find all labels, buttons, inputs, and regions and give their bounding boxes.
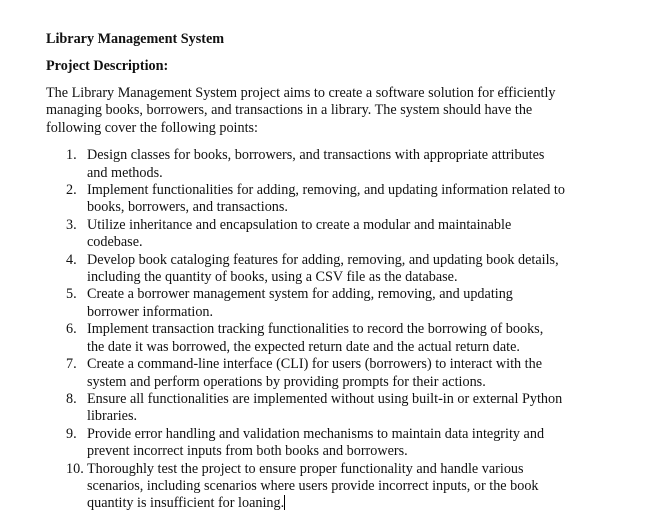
list-item-line [87,165,646,182]
list-number: 8. [66,390,77,407]
list-number: 3. [66,216,77,233]
list-item-text: Create a borrower management system for adding, removing, and updating [87,286,513,303]
list-item-text: Develop book cataloging features for adding, removing, and updating book details, [87,251,559,268]
text-cursor [284,495,285,510]
list-item-line [87,339,646,356]
list-item-text: prevent incorrect inputs from both books and borrowers. [87,443,408,460]
list-number: 10. [66,460,84,477]
list-item-line [87,147,646,164]
list-item-text: codebase. [87,234,143,251]
list-item-line [87,182,646,199]
document-body[interactable] [46,31,646,513]
list-item-line [87,356,646,373]
list-item [46,286,646,321]
list-item-line [87,286,646,303]
list-item-text: system and perform operations by providing prompts for their actions. [87,373,486,390]
list-item-line [87,304,646,321]
list-item-line [87,321,646,338]
list-item-line [87,269,646,286]
list-item [46,252,646,287]
list-item [46,391,646,426]
list-number: 6. [66,321,77,338]
list-number: 9. [66,425,77,442]
list-item-line [87,495,646,512]
list-item-line [87,252,646,269]
list-number: 5. [66,286,77,303]
list-number: 1. [66,147,77,164]
list-item-text: borrower information. [87,303,214,320]
list-item-line [87,234,646,251]
list-item-text: including the quantity of books, using a CSV file as the database. [87,269,458,286]
list-item-text: scenarios, including scenarios where users provide incorrect inputs, or the book [87,477,539,494]
section-heading: Project Description: [46,58,169,74]
list-item-text: Implement transaction tracking functionalities to record the borrowing of books, [87,321,544,338]
paragraph-line: following cover the following points: [46,119,258,136]
list-item-line [87,478,646,495]
list-item-line [87,199,646,216]
list-item-line [87,391,646,408]
list-item-text: Design classes for books, borrowers, and transactions with appropriate attributes [87,147,545,164]
list-item [46,147,646,182]
list-number: 2. [66,182,77,199]
list-item-text: Thoroughly test the project to ensure proper functionality and handle various [87,460,524,477]
list-item [46,217,646,252]
list-item-line [87,443,646,460]
list-item [46,356,646,391]
list-item [46,182,646,217]
list-item-line [87,374,646,391]
list-item-text: quantity is insufficient for loaning. [87,495,285,512]
list-item-text: libraries. [87,408,138,425]
list-item-text: Create a command-line interface (CLI) for users (borrowers) to interact with the [87,356,542,373]
document-title: Library Management System [46,31,225,47]
list-item [46,321,646,356]
list-item-text: books, borrowers, and transactions. [87,199,288,216]
list-item-text: Implement functionalities for adding, removing, and updating information related to [87,182,565,199]
description-paragraph [46,85,646,137]
list-item-line [87,461,646,478]
list-item-line [87,217,646,234]
list-number: 7. [66,356,77,373]
list-number: 4. [66,251,77,268]
list-item [46,461,646,513]
list-item-text: Ensure all functionalities are implemented without using built-in or external Python [87,390,563,407]
list-item-text: Provide error handling and validation mechanisms to maintain data integrity and [87,425,545,442]
list-item-line [87,426,646,443]
paragraph-line: managing books, borrowers, and transactions in a library. The system should have the [46,102,533,119]
list-item-text: the date it was borrowed, the expected return date and the actual return date. [87,338,520,355]
list-item-line [87,408,646,425]
list-item [46,426,646,461]
requirements-list [46,147,646,513]
list-item-text: Utilize inheritance and encapsulation to create a modular and maintainable [87,216,512,233]
list-item-text: and methods. [87,164,163,181]
paragraph-line: The Library Management System project aims to create a software solution for efficiently [46,85,556,101]
